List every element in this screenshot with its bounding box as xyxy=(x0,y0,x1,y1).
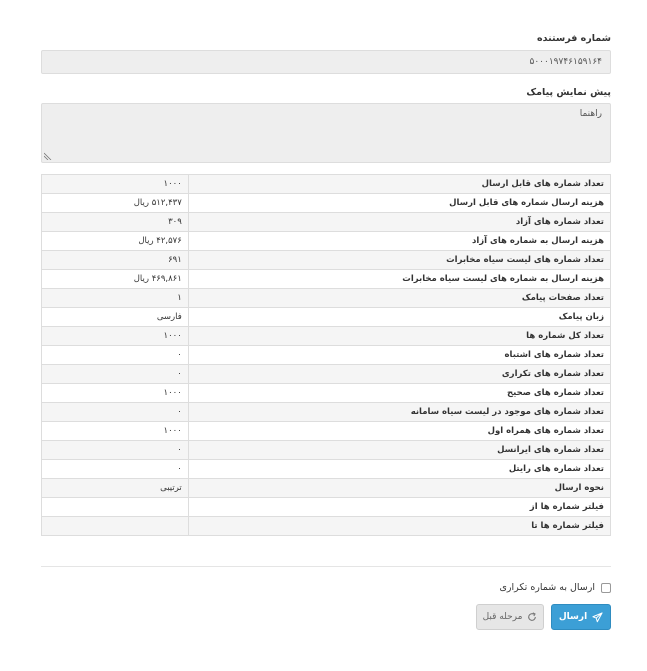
previous-step-button[interactable] xyxy=(476,604,544,630)
row-label: تعداد شماره های صحیح xyxy=(188,384,610,403)
row-label: تعداد شماره های لیست سیاه مخابرات xyxy=(188,251,610,270)
row-value xyxy=(42,517,189,536)
table-row xyxy=(42,308,611,327)
sms-preview-text: راهنما xyxy=(579,109,602,119)
row-label: تعداد شماره های اشتباه xyxy=(188,346,610,365)
table-row xyxy=(42,213,611,232)
section-divider xyxy=(41,566,611,567)
row-value: ۱۰۰۰ xyxy=(42,175,189,194)
row-label: فیلتر شماره ها تا xyxy=(188,517,610,536)
row-value: ۱۰۰۰ xyxy=(42,327,189,346)
row-label: زبان پیامک xyxy=(188,308,610,327)
send-summary-table xyxy=(41,174,611,536)
previous-step-label: مرحله قبل xyxy=(482,612,523,622)
table-row xyxy=(42,251,611,270)
sms-preview-label: پیش نمایش پیامک xyxy=(526,87,611,98)
row-value: ۰ xyxy=(42,346,189,365)
table-row xyxy=(42,441,611,460)
send-to-duplicates-checkbox[interactable] xyxy=(601,583,611,593)
row-value: ۰ xyxy=(42,460,189,479)
refresh-icon xyxy=(527,612,537,622)
row-value: ۱۰۰۰ xyxy=(42,384,189,403)
row-label: تعداد شماره های همراه اول xyxy=(188,422,610,441)
table-row xyxy=(42,289,611,308)
row-value: ۰ xyxy=(42,403,189,422)
row-value: فارسی xyxy=(42,308,189,327)
row-value: ۰ xyxy=(42,365,189,384)
row-label: تعداد شماره های قابل ارسال xyxy=(188,175,610,194)
row-label: فیلتر شماره ها از xyxy=(188,498,610,517)
row-value: ۵۱۲,۴۳۷ ریال xyxy=(42,194,189,213)
row-label: تعداد شماره های موجود در لیست سیاه سامانه xyxy=(188,403,610,422)
row-value: ۴۲,۵۷۶ ریال xyxy=(42,232,189,251)
row-value: ۴۶۹,۸۶۱ ریال xyxy=(42,270,189,289)
table-row xyxy=(42,270,611,289)
table-row xyxy=(42,460,611,479)
row-label: هزینه ارسال شماره های قابل ارسال xyxy=(188,194,610,213)
table-row xyxy=(42,365,611,384)
row-label: تعداد شماره های آزاد xyxy=(188,213,610,232)
sender-number-label: شماره فرستنده xyxy=(537,33,611,44)
send-to-duplicates-label: ارسال به شماره تکراری xyxy=(499,582,595,593)
row-label: تعداد شماره های رایتل xyxy=(188,460,610,479)
send-button[interactable] xyxy=(551,604,611,630)
row-value xyxy=(42,498,189,517)
table-row xyxy=(42,403,611,422)
row-label: تعداد کل شماره ها xyxy=(188,327,610,346)
row-label: تعداد شماره های ایرانسل xyxy=(188,441,610,460)
row-label: نحوه ارسال xyxy=(188,479,610,498)
row-value: ۰ xyxy=(42,441,189,460)
table-row xyxy=(42,194,611,213)
row-value: ۱ xyxy=(42,289,189,308)
row-value: ۳۰۹ xyxy=(42,213,189,232)
send-to-duplicates-option[interactable] xyxy=(500,582,612,593)
table-row xyxy=(42,422,611,441)
paper-plane-icon xyxy=(592,612,603,623)
row-value: ۶۹۱ xyxy=(42,251,189,270)
table-row xyxy=(42,479,611,498)
row-label: هزینه ارسال به شماره های لیست سیاه مخابرات xyxy=(188,270,610,289)
sms-preview-textarea[interactable] xyxy=(41,103,611,163)
row-value: ترتیبی xyxy=(42,479,189,498)
row-label: هزینه ارسال به شماره های آزاد xyxy=(188,232,610,251)
row-label: تعداد شماره های تکراری xyxy=(188,365,610,384)
resize-grip-icon[interactable] xyxy=(44,152,52,160)
table-row xyxy=(42,232,611,251)
table-row xyxy=(42,517,611,536)
table-row xyxy=(42,175,611,194)
table-row xyxy=(42,384,611,403)
table-row xyxy=(42,498,611,517)
row-label: تعداد صفحات پیامک xyxy=(188,289,610,308)
row-value: ۱۰۰۰ xyxy=(42,422,189,441)
table-row xyxy=(42,346,611,365)
sender-number-field[interactable]: ۵۰۰۰۱۹۷۴۶۱۵۹۱۶۴ xyxy=(41,50,611,74)
table-row xyxy=(42,327,611,346)
send-button-label: ارسال xyxy=(558,612,588,622)
